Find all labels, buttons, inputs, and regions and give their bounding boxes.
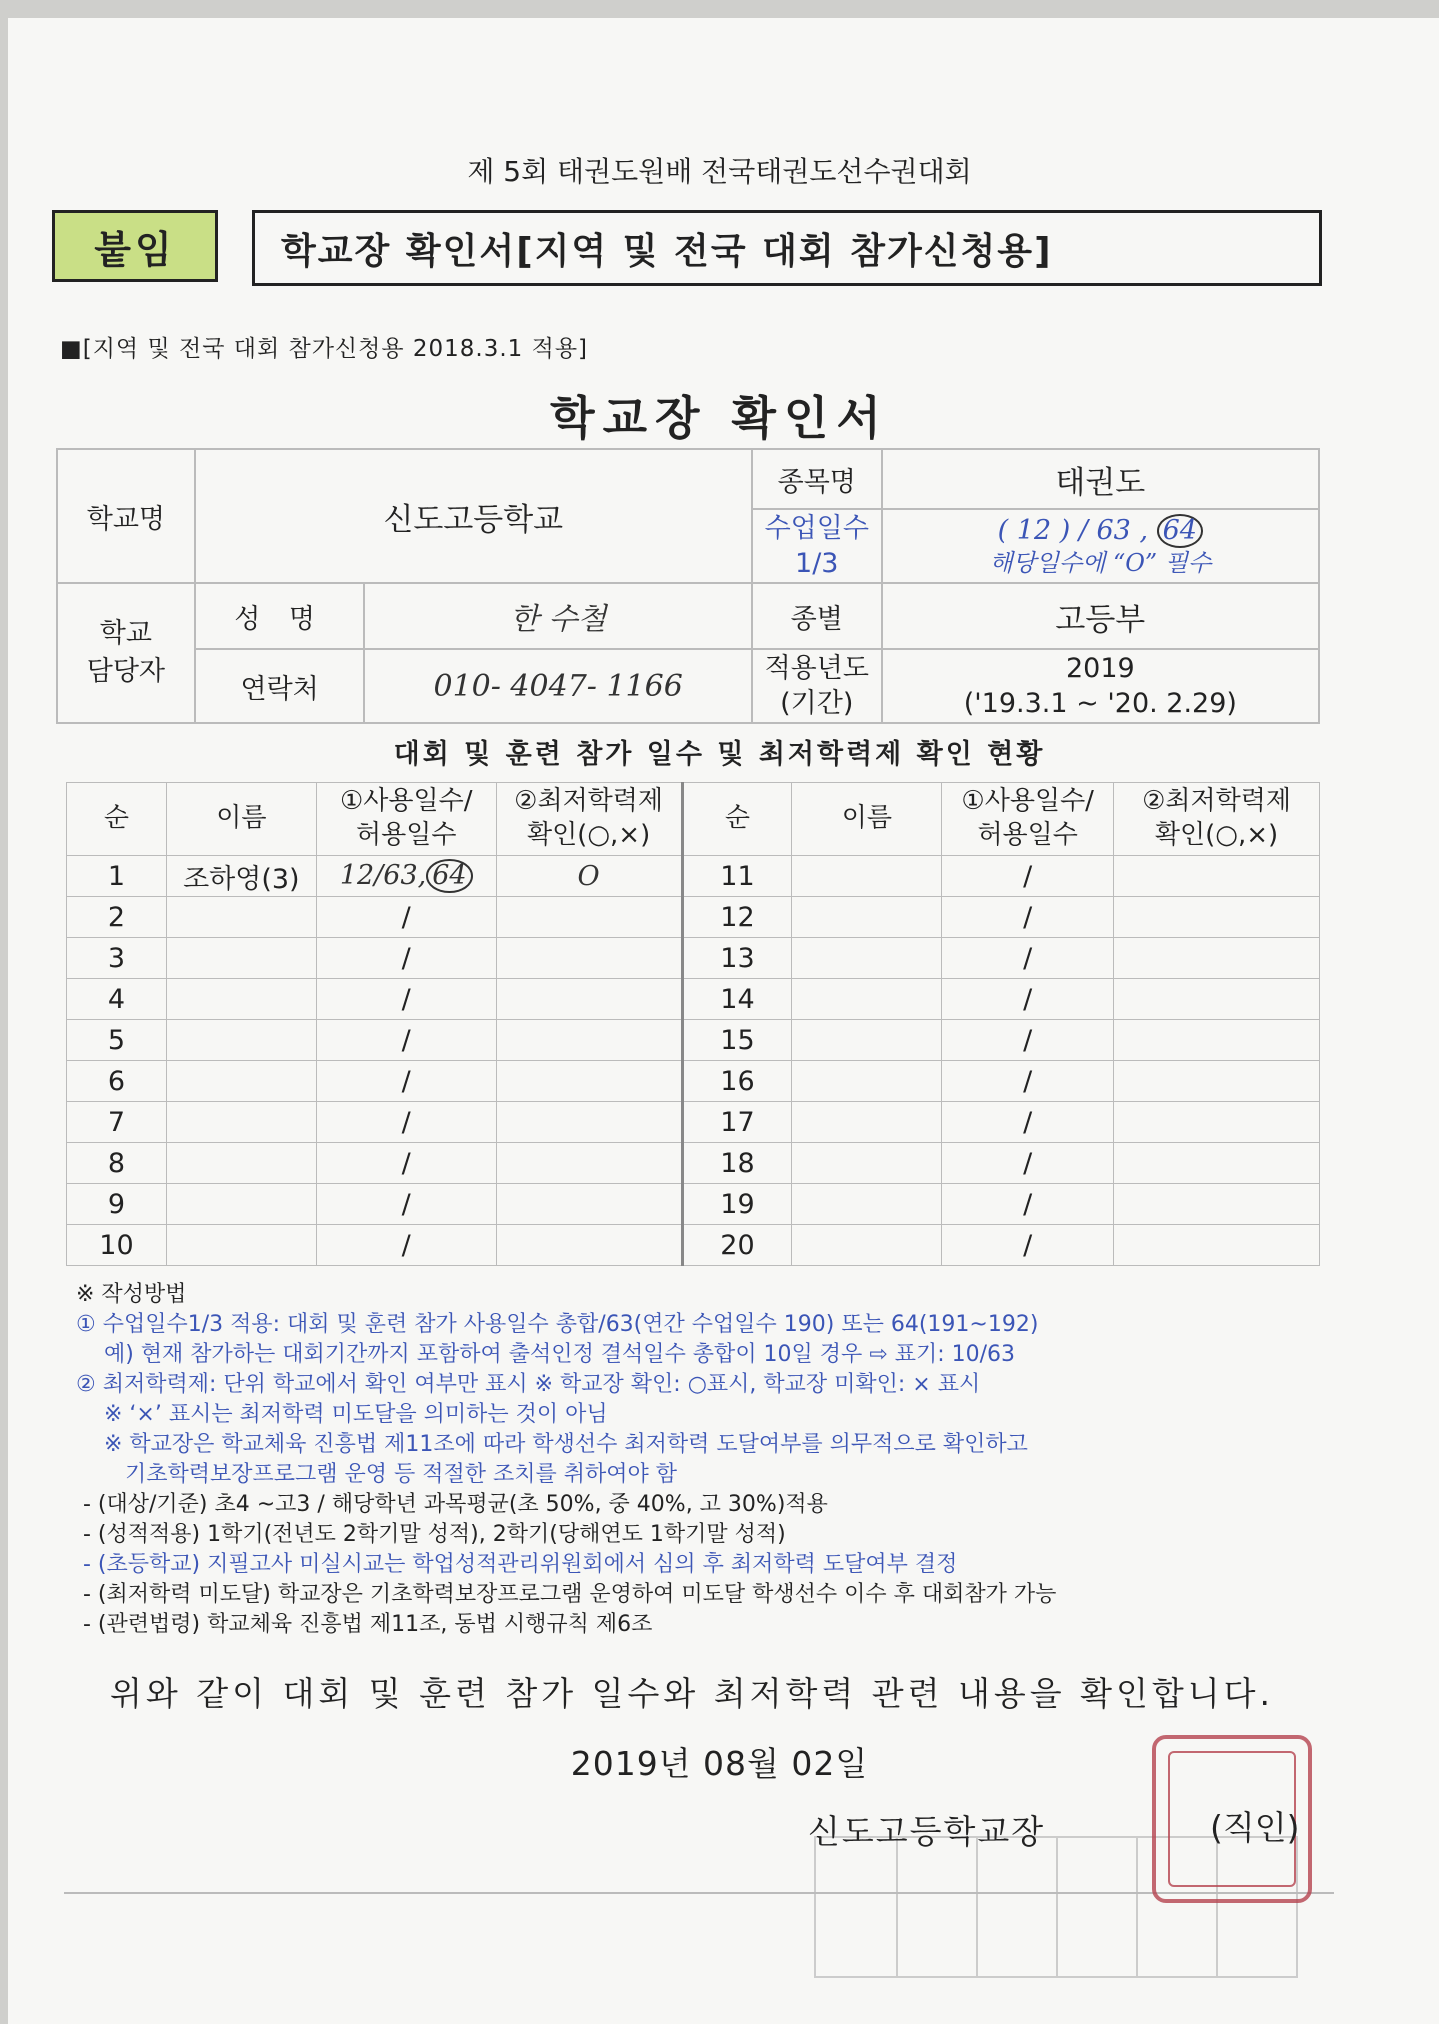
row-check xyxy=(1114,1143,1320,1184)
row-check xyxy=(1114,1225,1320,1266)
row-days: / xyxy=(316,1143,496,1184)
row-no: 15 xyxy=(682,1020,792,1061)
row-check xyxy=(496,938,682,979)
row-name xyxy=(792,938,942,979)
circled-64: 64 xyxy=(1157,514,1203,548)
row-name xyxy=(792,1143,942,1184)
bottom-rule xyxy=(64,1892,1334,1894)
row-check xyxy=(1114,1061,1320,1102)
name-label: 성 명 xyxy=(195,583,365,649)
row-no: 18 xyxy=(682,1143,792,1184)
contact-handwritten: 010- 4047- 1166 xyxy=(364,649,751,723)
class-days-value: ( 12 ) / 63 , 64 해당일수에 “O” 필수 xyxy=(882,509,1319,583)
row-no: 5 xyxy=(67,1020,167,1061)
instruction-line: ※ 학교장은 학교체육 진흥법 제11조에 따라 학생선수 최저학력 도달여부를 의무적으로 확인하고 xyxy=(76,1432,1028,1457)
year-value: 2019 ('19.3.1 ~ '20. 2.29) xyxy=(882,649,1319,723)
row-no: 1 xyxy=(67,856,167,897)
instruction-line: - (대상/기준) 초4 ~고3 / 해당학년 과목평균(초 50%, 중 40%, 고 30%)적용 xyxy=(76,1492,828,1517)
row-check xyxy=(496,979,682,1020)
row-no: 14 xyxy=(682,979,792,1020)
row-name xyxy=(792,1061,942,1102)
row-name xyxy=(792,897,942,938)
category-value: 고등부 xyxy=(882,583,1319,649)
row-days: / xyxy=(942,1184,1114,1225)
row-days: / xyxy=(942,1102,1114,1143)
row-days: 12/63, 64 xyxy=(316,856,496,897)
header-name: 이름 xyxy=(792,783,942,856)
table-row xyxy=(67,1102,1320,1143)
table-row xyxy=(67,1020,1320,1061)
manager-label: 학교 담당자 xyxy=(57,583,195,723)
instruction-line: - (관련법령) 학교체육 진흥법 제11조, 동법 시행규칙 제6조 xyxy=(76,1612,653,1637)
row-days: / xyxy=(942,1020,1114,1061)
seal-label: (직인) xyxy=(1210,1808,1300,1847)
row-check xyxy=(1114,897,1320,938)
row-check xyxy=(1114,979,1320,1020)
contact-label: 연락처 xyxy=(195,649,365,723)
row-name xyxy=(792,856,942,897)
row-name xyxy=(166,1020,316,1061)
row-days: / xyxy=(316,1184,496,1225)
table-row xyxy=(67,979,1320,1020)
row-no: 7 xyxy=(67,1102,167,1143)
category-label: 종별 xyxy=(752,583,882,649)
row-no: 10 xyxy=(67,1225,167,1266)
row-name: 조하영(3) xyxy=(166,856,316,897)
row-no: 20 xyxy=(682,1225,792,1266)
sport-value: 태권도 xyxy=(882,449,1319,509)
event-title: 제 5회 태권도원배 전국태권도선수권대회 xyxy=(467,155,972,188)
row-name xyxy=(166,1184,316,1225)
class-days-label: 수업일수 1/3 xyxy=(752,509,882,583)
row-check xyxy=(496,1143,682,1184)
school-info-table xyxy=(56,448,1320,724)
instruction-line: 기초학력보장프로그램 운영 등 적절한 조치를 취하여야 함 xyxy=(76,1462,677,1487)
row-days: / xyxy=(316,1225,496,1266)
table-row xyxy=(67,1184,1320,1225)
row-name xyxy=(166,979,316,1020)
row-name xyxy=(792,1225,942,1266)
manager-name-handwritten: 한 수철 xyxy=(364,583,751,649)
instruction-line: - (초등학교) 지필고사 미실시교는 학업성적관리위원회에서 심의 후 최저학력 도달여부 결정 xyxy=(76,1552,958,1577)
instruction-line: 예) 현재 참가하는 대회기간까지 포함하여 출석인정 결석일수 총합이 10일 경우 ⇨ 표기: 10/63 xyxy=(76,1342,1016,1367)
row-days: / xyxy=(942,938,1114,979)
row-days: / xyxy=(316,938,496,979)
row-no: 2 xyxy=(67,897,167,938)
row-no: 8 xyxy=(67,1143,167,1184)
header-days: ①사용일수/ 허용일수 xyxy=(942,783,1114,856)
principal-title: 신도고등학교장 xyxy=(808,1812,1046,1851)
row-name xyxy=(166,1225,316,1266)
row-check xyxy=(496,1225,682,1266)
header-days: ①사용일수/ 허용일수 xyxy=(316,783,496,856)
attachment-badge: 붙임 xyxy=(52,210,218,282)
row-days: / xyxy=(942,1143,1114,1184)
sport-label: 종목명 xyxy=(752,449,882,509)
row-check xyxy=(496,1184,682,1225)
row-days: / xyxy=(316,1020,496,1061)
table-row xyxy=(67,938,1320,979)
row-name xyxy=(792,979,942,1020)
school-name-label: 학교명 xyxy=(57,449,195,583)
row-no: 11 xyxy=(682,856,792,897)
row-check: O xyxy=(496,856,682,897)
year-label: 적용년도 (기간) xyxy=(752,649,882,723)
header-name: 이름 xyxy=(166,783,316,856)
row-name xyxy=(792,1102,942,1143)
row-days: / xyxy=(942,897,1114,938)
table-row xyxy=(67,1225,1320,1266)
row-no: 16 xyxy=(682,1061,792,1102)
row-name xyxy=(166,1143,316,1184)
row-check xyxy=(1114,1020,1320,1061)
header-no: 순 xyxy=(682,783,792,856)
row-check xyxy=(496,897,682,938)
row-no: 4 xyxy=(67,979,167,1020)
instruction-line: ② 최저학력제: 단위 학교에서 확인 여부만 표시 ※ 학교장 확인: ○표시, 학교장 미확인: × 표시 xyxy=(76,1372,981,1397)
row-days: / xyxy=(942,856,1114,897)
row-days: / xyxy=(316,897,496,938)
section-title: 대회 및 훈련 참가 일수 및 최저학력제 확인 현황 xyxy=(393,739,1046,770)
row-no: 13 xyxy=(682,938,792,979)
row-check xyxy=(1114,856,1320,897)
writing-instructions xyxy=(76,1280,1336,1640)
row-no: 6 xyxy=(67,1061,167,1102)
table-row xyxy=(67,856,1320,897)
row-days: / xyxy=(316,979,496,1020)
instruction-line: ※ ‘×’ 표시는 최저학력 미도달을 의미하는 것이 아님 xyxy=(76,1402,608,1427)
row-no: 12 xyxy=(682,897,792,938)
table-row xyxy=(67,1143,1320,1184)
document-heading-box: 학교장 확인서[지역 및 전국 대회 참가신청용] xyxy=(252,210,1322,286)
row-days: / xyxy=(942,979,1114,1020)
instruction-line: - (성적적용) 1학기(전년도 2학기말 성적), 2학기(당해연도 1학기말 성적) xyxy=(76,1522,786,1547)
table-row xyxy=(67,1061,1320,1102)
header-no: 순 xyxy=(67,783,167,856)
participation-table xyxy=(66,782,1320,1266)
row-days: / xyxy=(316,1102,496,1143)
circled-64: 64 xyxy=(426,859,472,893)
instruction-line: ① 수업일수1/3 적용: 대회 및 훈련 참가 사용일수 총합/63(연간 수업일수 190) 또는 64(191~192) xyxy=(76,1312,1039,1337)
form-applicability-note: ■[지역 및 전국 대회 참가신청용 2018.3.1 적용] xyxy=(60,336,589,362)
row-days: / xyxy=(316,1061,496,1102)
row-check xyxy=(1114,1184,1320,1225)
row-check xyxy=(1114,938,1320,979)
row-no: 9 xyxy=(67,1184,167,1225)
issue-date: 2019년 08월 02일 xyxy=(570,1744,869,1783)
row-name xyxy=(792,1020,942,1061)
row-name xyxy=(166,1061,316,1102)
header-check: ②최저학력제 확인(○,×) xyxy=(1114,783,1320,856)
school-name-value: 신도고등학교 xyxy=(195,449,752,583)
instruction-line: - (최저학력 미도달) 학교장은 기초학력보장프로그램 운영하여 미도달 학생선수 이수 후 대회참가 가능 xyxy=(76,1582,1057,1607)
row-name xyxy=(166,938,316,979)
row-check xyxy=(496,1020,682,1061)
main-title: 학교장 확인서 xyxy=(550,391,889,445)
row-days: / xyxy=(942,1061,1114,1102)
instructions-heading: ※ 작성방법 xyxy=(76,1282,187,1307)
row-name xyxy=(166,897,316,938)
row-check xyxy=(1114,1102,1320,1143)
row-days: / xyxy=(942,1225,1114,1266)
row-name xyxy=(166,1102,316,1143)
row-no: 17 xyxy=(682,1102,792,1143)
row-no: 19 xyxy=(682,1184,792,1225)
row-no: 3 xyxy=(67,938,167,979)
row-name xyxy=(792,1184,942,1225)
row-check xyxy=(496,1102,682,1143)
confirmation-statement: 위와 같이 대회 및 훈련 참가 일수와 최저학력 관련 내용을 확인합니다. xyxy=(110,1674,1274,1713)
table-row xyxy=(67,897,1320,938)
header-check: ②최저학력제 확인(○,×) xyxy=(496,783,682,856)
row-check xyxy=(496,1061,682,1102)
